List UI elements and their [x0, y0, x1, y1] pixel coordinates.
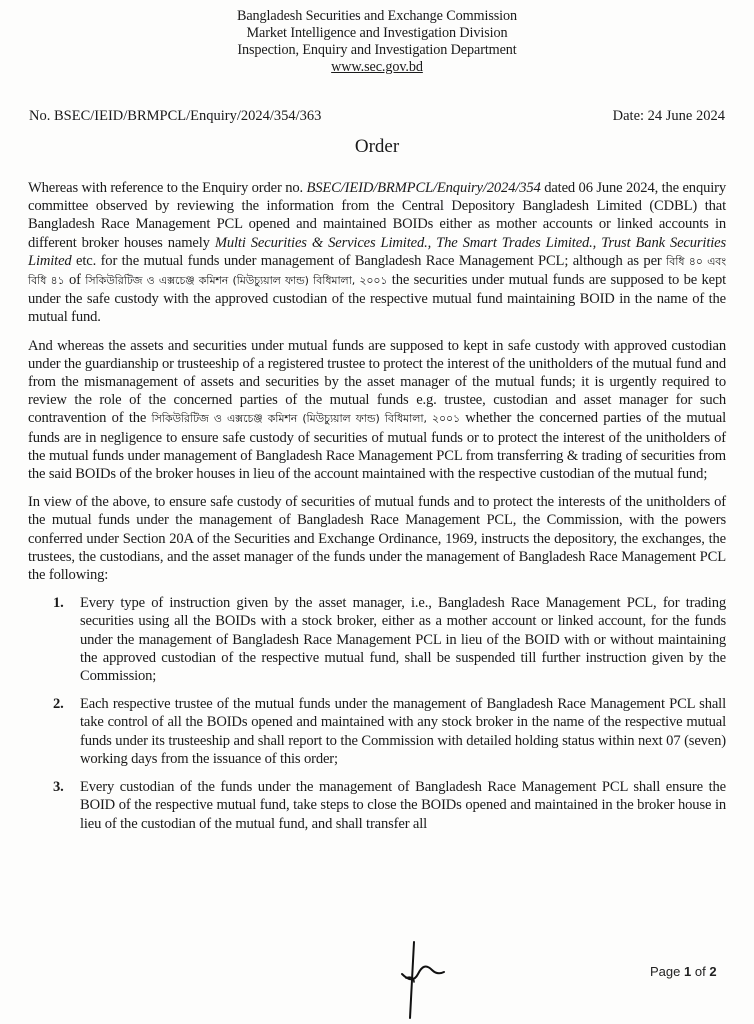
page-total: 2 — [709, 964, 717, 979]
order-number: 2. — [53, 696, 64, 713]
broker-names: Multi Securities & Services Limited., The Smart Trades Limited., Trust Bank Securities Limited — [28, 234, 726, 269]
paragraph-whereas — [28, 179, 726, 327]
page-number — [650, 964, 717, 979]
bengali-regulation-name: সিকিউরিটিজ ও এক্সচেঞ্জ কমিশন (মিউচ্যুয়াল ফান্ড) বিধিমালা, ২০০১ — [85, 274, 388, 288]
website-link[interactable]: www.sec.gov.bd — [331, 59, 423, 75]
text-segment: etc. for the mutual funds under management of Bangladesh Race Management PCL; although as per — [71, 252, 667, 269]
page-current: 1 — [684, 964, 692, 979]
org-name: Bangladesh Securities and Exchange Commission — [237, 8, 517, 24]
department-name: Inspection, Enquiry and Investigation Department — [237, 42, 517, 58]
text-segment: Whereas with reference to the Enquiry order no. — [28, 180, 307, 196]
paragraph-and-whereas — [28, 337, 726, 484]
page-title: Order — [354, 136, 400, 157]
order-text: Every type of instruction given by the asset manager, i.e., Bangladesh Race Management PCL, for trading securities using all the BOIDs with a stock broker, either as a mother account or linked account, for the funds under the management of Bangladesh Race Management PCL in lieu of the BOID with or without maintaining the approved custodian of the respective mutual fund, shall be suspended till further instruction given by the Commission; — [80, 595, 726, 685]
page-label: Page — [650, 964, 681, 979]
order-text: Each respective trustee of the mutual funds under the management of Bangladesh Race Management PCL shall take control of all the BOIDs opened and maintained with any stock broker in the name of the respective mutual funds under its trusteeship and shall report to the Commission with detailed holding status within next 07 (seven) working days from the issuance of this order; — [80, 696, 726, 767]
letterhead — [0, 8, 754, 76]
order-list — [28, 594, 726, 832]
order-item — [53, 778, 726, 833]
order-item — [53, 594, 726, 685]
division-name: Market Intelligence and Investigation Division — [246, 25, 508, 41]
signature-icon — [400, 940, 460, 1020]
order-text: Every custodian of the funds under the management of Bangladesh Race Management PCL shall ensure the BOID of the respective mutual fund, take steps to close the BOIDs opened and maintained in the broker house in lieu of the custodian of the mutual fund, and shall transfer all — [80, 779, 726, 832]
order-date: Date: 24 June 2024 — [612, 108, 725, 124]
bengali-regulation-name: সিকিউরিটিজ ও এক্সচেঞ্জ কমিশন (মিউচ্যুয়াল ফান্ড) বিধিমালা, ২০০১ — [151, 412, 460, 426]
order-number: 3. — [53, 779, 64, 796]
reference-number: No. BSEC/IEID/BRMPCL/Enquiry/2024/354/363 — [29, 108, 322, 124]
text-segment: the securities under mutual funds are supposed to be kept under the safe custody with the approved custodian of the respective mutual fund maintaining BOID in the name of the mutual fund. — [28, 272, 726, 326]
order-item — [53, 695, 726, 768]
text-segment: And whereas the assets and securities under mutual funds are supposed to kept in safe custody with approved custodian under the guardianship or trusteeship of a registered trustee to protect the interest of the unitholders of the mutual fund and from the mismanagement of assets and securities by the asset manager of the mutual funds; it is urgently required to review the role of the concerned parties of the mutual funds e.g. trustee, custodian and asset manager for such contravention of the — [28, 337, 726, 427]
paragraph-in-view: In view of the above, to ensure safe custody of securities of mutual funds and to protect the interests of the unitholders of the mutual funds under the management of Bangladesh Race Management PCL, the Commission, with the powers conferred under Section 20A of the Securities and Exchange Ordinance, 1969, instructs the depository, the exchanges, the trustees, the custodians, and the asset manager of the funds under the management of Bangladesh Race Management PCL the following: — [28, 494, 726, 584]
page-of: of — [694, 964, 706, 979]
order-number: 1. — [53, 595, 64, 612]
enquiry-reference: BSEC/IEID/BRMPCL/Enquiry/2024/354 — [306, 180, 541, 196]
reference-row — [29, 108, 725, 125]
text-segment: dated 06 June 2024, the enquiry committee observed by reviewing the information from the Central Depository Bangladesh Limited (CDBL) that Bangladesh Race Management PCL opened and maintained BOIDs either as mother accounts or linked accounts in different broker houses namely — [28, 180, 726, 251]
text-segment: whether the concerned parties of the mutual funds are in negligence to ensure safe custody of securities of mutual funds or to protect the interest of the unitholders of the mutual funds under management of Bangladesh Race Management PCL from transferring & trading of securities from the said BOIDs of the broker houses in lieu of the account maintained with the respective custodian of the mutual fund; — [28, 410, 726, 483]
text-segment: of — [64, 272, 86, 289]
document-body — [28, 179, 726, 843]
bengali-rules-reference: বিধি ৪০ এবং বিধি ৪১ — [28, 254, 727, 288]
